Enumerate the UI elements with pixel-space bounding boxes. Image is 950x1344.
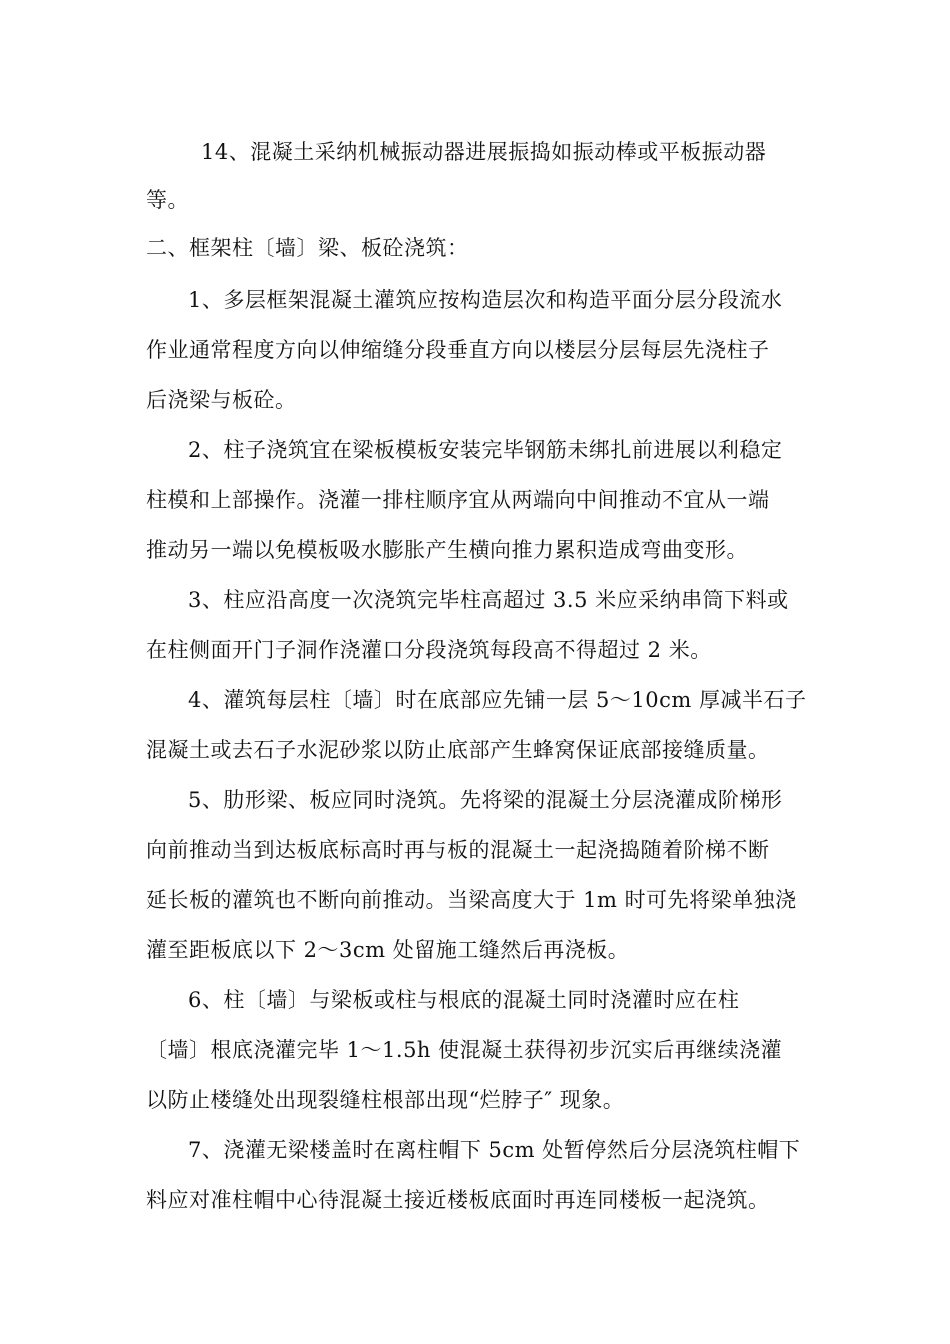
- paragraph-1-line-1: 1、多层框架混凝土灌筑应按构造层次和构造平面分层分段流水: [188, 288, 783, 312]
- paragraph-14-line-2: 等。: [146, 188, 189, 212]
- paragraph-5-line-1: 5、肋形梁、板应同时浇筑。先将梁的混凝土分层浇灌成阶梯形: [188, 788, 783, 812]
- paragraph-5-line-4: 灌至距板底以下 2～3cm 处留施工缝然后再浇板。: [146, 938, 630, 962]
- paragraph-6-line-1: 6、柱〔墙〕与梁板或柱与根底的混凝土同时浇灌时应在柱: [188, 988, 740, 1012]
- paragraph-4-line-1: 4、灌筑每层柱〔墙〕时在底部应先铺一层 5～10cm 厚减半石子: [188, 688, 807, 712]
- paragraph-2-line-2: 柱模和上部操作。浇灌一排柱顺序宜从两端向中间推动不宜从一端: [146, 488, 770, 512]
- paragraph-2-line-1: 2、柱子浇筑宜在梁板模板安装完毕钢筋未绑扎前进展以利稳定: [188, 438, 783, 462]
- paragraph-6-line-2: 〔墙〕根底浇灌完毕 1～1.5h 使混凝土获得初步沉实后再继续浇灌: [146, 1038, 783, 1062]
- paragraph-14-line-1: 14、混凝土采纳机械振动器进展振捣如振动棒或平板振动器: [201, 140, 767, 164]
- paragraph-2-line-3: 推动另一端以免模板吸水膨胀产生横向推力累积造成弯曲变形。: [146, 538, 748, 562]
- paragraph-1-line-2: 作业通常程度方向以伸缩缝分段垂直方向以楼层分层每层先浇柱子: [146, 338, 770, 362]
- paragraph-6-line-3: 以防止楼缝处出现裂缝柱根部出现“烂脖子″ 现象。: [146, 1088, 625, 1112]
- paragraph-7-line-2: 料应对准柱帽中心待混凝土接近楼板底面时再连同楼板一起浇筑。: [146, 1188, 770, 1212]
- paragraph-3-line-1: 3、柱应沿高度一次浇筑完毕柱高超过 3.5 米应采纳串筒下料或: [188, 588, 789, 612]
- paragraph-5-line-2: 向前推动当到达板底标高时再与板的混凝土一起浇捣随着阶梯不断: [146, 838, 770, 862]
- paragraph-5-line-3: 延长板的灌筑也不断向前推动。当梁高度大于 1m 时可先将梁单独浇: [146, 888, 797, 912]
- paragraph-4-line-2: 混凝土或去石子水泥砂浆以防止底部产生蜂窝保证底部接缝质量。: [146, 738, 770, 762]
- paragraph-3-line-2: 在柱侧面开门子洞作浇灌口分段浇筑每段高不得超过 2 米。: [146, 638, 712, 662]
- paragraph-1-line-3: 后浇梁与板砼。: [146, 388, 297, 412]
- paragraph-7-line-1: 7、浇灌无梁楼盖时在离柱帽下 5cm 处暂停然后分层浇筑柱帽下: [188, 1138, 801, 1162]
- section-heading: 二、框架柱〔墙〕梁、板砼浇筑：: [146, 236, 469, 260]
